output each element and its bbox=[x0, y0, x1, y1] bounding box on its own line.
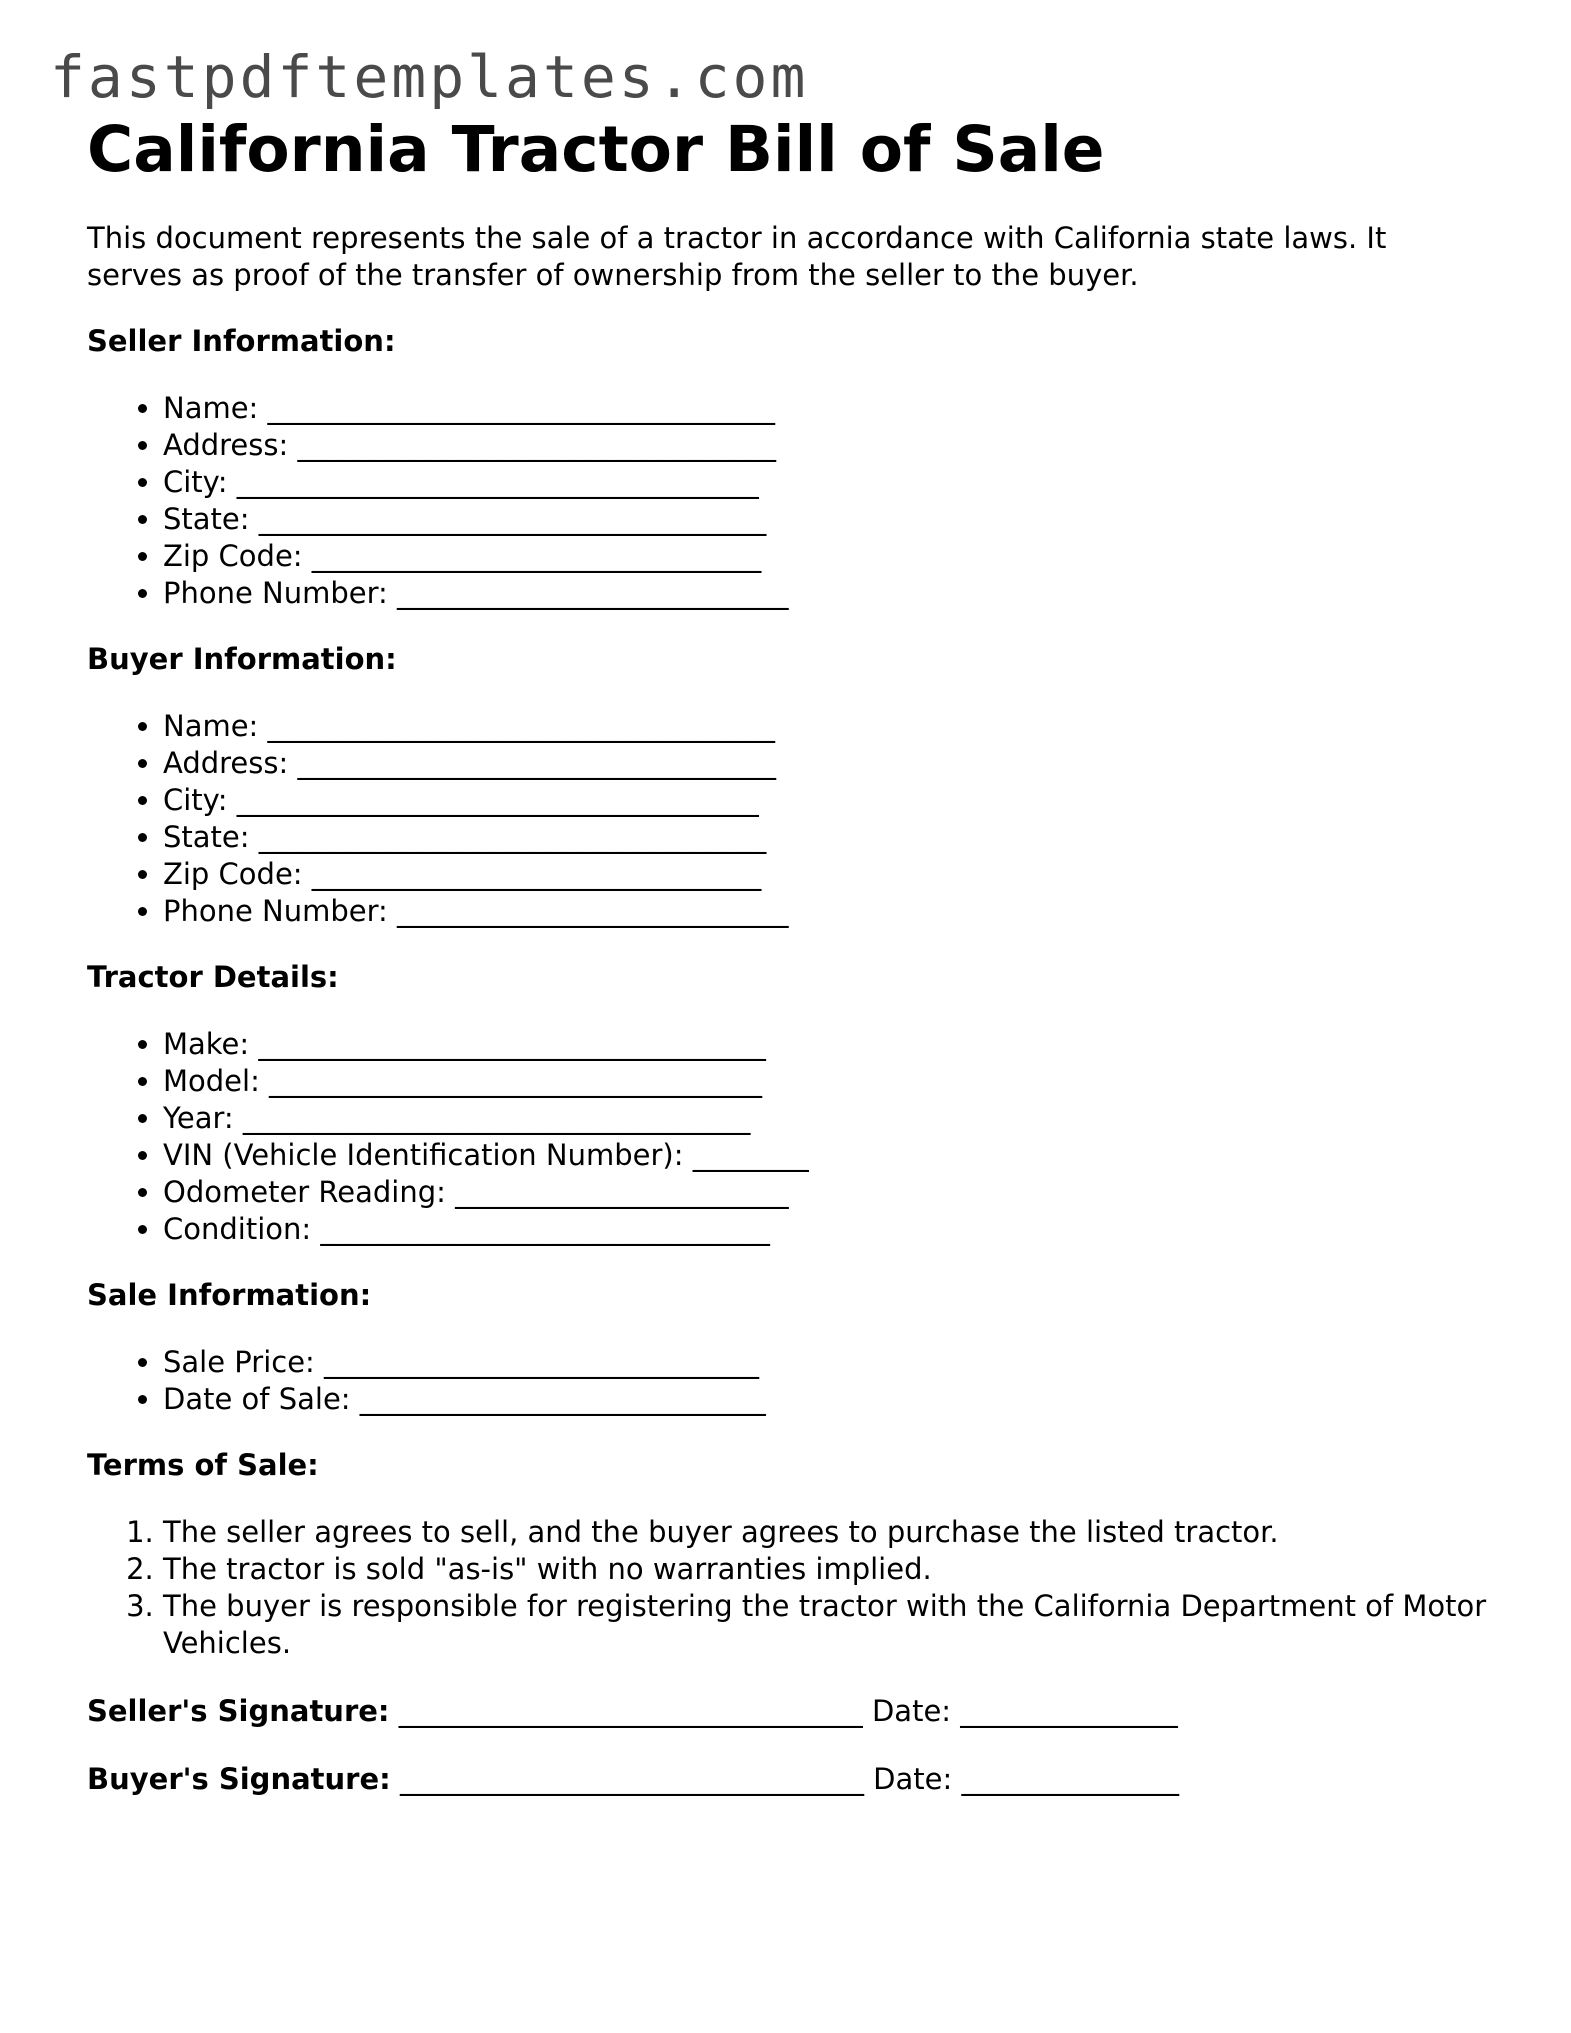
seller-address-field[interactable]: • Address: _________________________________ bbox=[163, 427, 1507, 464]
term-item: 2. The tractor is sold "as-is" with no warranties implied. bbox=[163, 1551, 1507, 1588]
sale-price-field[interactable]: • Sale Price: ______________________________ bbox=[163, 1344, 1507, 1381]
terms-of-sale-heading: Terms of Sale: bbox=[87, 1448, 319, 1482]
seller-name-field[interactable]: • Name: ___________________________________ bbox=[163, 390, 1507, 427]
seller-signature-line bbox=[87, 1693, 1507, 1730]
seller-signature-label: Seller's Signature: bbox=[87, 1694, 390, 1728]
tractor-details-heading: Tractor Details: bbox=[87, 960, 339, 994]
date-of-sale-field[interactable]: • Date of Sale: ____________________________ bbox=[163, 1381, 1507, 1418]
buyer-information-heading: Buyer Information: bbox=[87, 642, 397, 676]
seller-state-field[interactable]: • State: ___________________________________ bbox=[163, 501, 1507, 538]
buyer-signature-label: Buyer's Signature: bbox=[87, 1762, 391, 1796]
buyer-phone-number-field[interactable]: • Phone Number: ___________________________ bbox=[163, 893, 1507, 930]
buyer-zip-code-field[interactable]: • Zip Code: _______________________________ bbox=[163, 856, 1507, 893]
buyer-name-field[interactable]: • Name: ___________________________________ bbox=[163, 708, 1507, 745]
seller-information-heading: Seller Information: bbox=[87, 324, 396, 358]
sale-information-list bbox=[87, 1344, 1507, 1418]
watermark-text: fastpdftemplates.com bbox=[50, 43, 809, 111]
sale-information-heading: Sale Information: bbox=[87, 1278, 372, 1312]
seller-city-field[interactable]: • City: ____________________________________ bbox=[163, 464, 1507, 501]
tractor-vin-field[interactable]: • VIN (Vehicle Identification Number): ________ bbox=[163, 1137, 1507, 1174]
buyer-signature-line bbox=[87, 1761, 1507, 1798]
buyer-information-list bbox=[87, 708, 1507, 930]
term-item: 3. The buyer is responsible for registering the tractor with the California Department of Motor Vehicles. bbox=[163, 1588, 1533, 1662]
document-body bbox=[87, 108, 1507, 1798]
tractor-condition-field[interactable]: • Condition: _______________________________ bbox=[163, 1211, 1507, 1248]
intro-paragraph: This document represents the sale of a tractor in accordance with California state laws. It serves as proof of the transfer of ownership from the seller to the buyer. bbox=[87, 221, 1387, 292]
seller-information-list bbox=[87, 390, 1507, 612]
seller-signature-field[interactable]: ________________________________ Date: _______________ bbox=[389, 1694, 1178, 1728]
seller-phone-number-field[interactable]: • Phone Number: ___________________________ bbox=[163, 575, 1507, 612]
terms-of-sale-list bbox=[87, 1514, 1507, 1662]
buyer-state-field[interactable]: • State: ___________________________________ bbox=[163, 819, 1507, 856]
tractor-odometer-field[interactable]: • Odometer Reading: _______________________ bbox=[163, 1174, 1507, 1211]
document-title: California Tractor Bill of Sale bbox=[87, 113, 1105, 186]
buyer-address-field[interactable]: • Address: _________________________________ bbox=[163, 745, 1507, 782]
seller-zip-code-field[interactable]: • Zip Code: _______________________________ bbox=[163, 538, 1507, 575]
term-item: 1. The seller agrees to sell, and the buyer agrees to purchase the listed tractor. bbox=[163, 1514, 1507, 1551]
tractor-details-list bbox=[87, 1026, 1507, 1248]
buyer-signature-field[interactable]: ________________________________ Date: _______________ bbox=[390, 1762, 1179, 1796]
tractor-model-field[interactable]: • Model: __________________________________ bbox=[163, 1063, 1507, 1100]
tractor-year-field[interactable]: • Year: ___________________________________ bbox=[163, 1100, 1507, 1137]
buyer-city-field[interactable]: • City: ____________________________________ bbox=[163, 782, 1507, 819]
tractor-make-field[interactable]: • Make: ___________________________________ bbox=[163, 1026, 1507, 1063]
